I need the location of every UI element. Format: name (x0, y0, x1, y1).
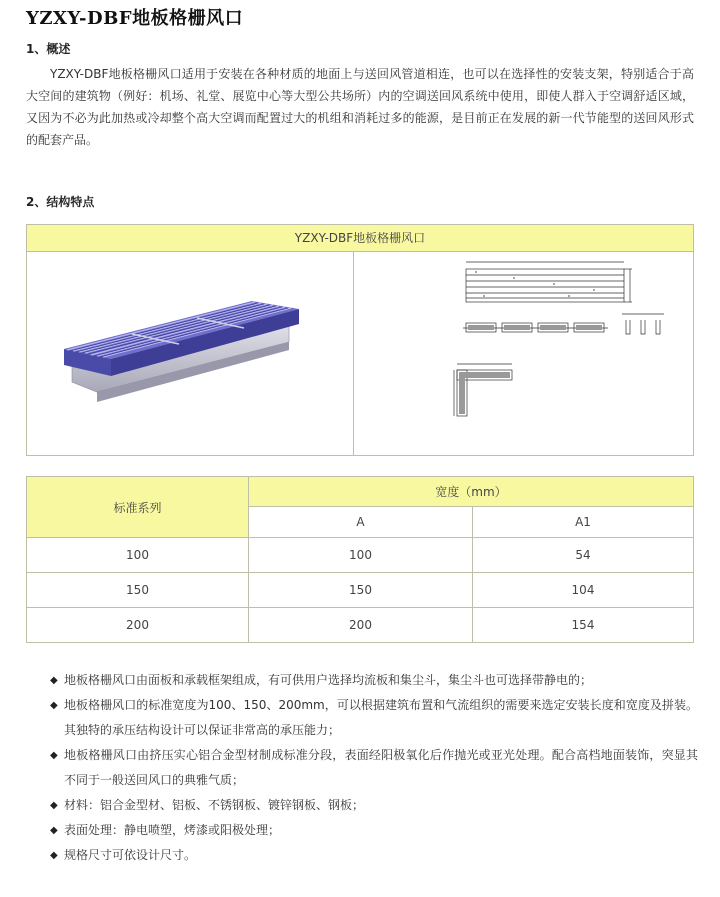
diamond-bullet-icon: ◆ (50, 750, 58, 761)
table-cell-a1: 54 (473, 538, 694, 573)
list-item: ◆ 规格尺寸可依设计尺寸。 (50, 843, 698, 868)
table-cell-a1: 154 (473, 608, 694, 643)
table-cell-series: 100 (27, 538, 249, 573)
table-cell-a: 150 (249, 573, 473, 608)
table-cell-series: 200 (27, 608, 249, 643)
diamond-bullet-icon: ◆ (50, 675, 58, 686)
table-cell-a: 100 (249, 538, 473, 573)
list-item: ◆ 表面处理：静电喷塑，烤漆或阳极处理； (50, 818, 698, 843)
table-row (27, 538, 694, 573)
technical-drawing (354, 252, 693, 455)
section-structure-heading: 2、结构特点 (26, 195, 95, 209)
structure-box-title: YZXY-DBF地板格栅风口 (27, 225, 693, 252)
list-item: ◆ 地板格栅风口的标准宽度为100、150、200mm，可以根据建筑布置和气流组织的需要来选定安装长度和宽度及拼装。其独特的承压结构设计可以保证非常高的承压能力； (50, 693, 698, 743)
spec-table (26, 476, 694, 643)
table-cell-series: 150 (27, 573, 249, 608)
feature-list (50, 668, 698, 868)
section-overview-heading: 1、概述 (26, 42, 71, 56)
table-subheader-a: A (249, 507, 473, 538)
diamond-bullet-icon: ◆ (50, 700, 58, 711)
product-photo (27, 252, 353, 455)
table-row (27, 608, 694, 643)
structure-box (26, 224, 694, 456)
table-cell-a1: 104 (473, 573, 694, 608)
table-row (27, 573, 694, 608)
table-header-width: 宽度（mm） (249, 477, 694, 507)
list-item: ◆ 地板格栅风口由面板和承载框架组成，有可供用户选择均流板和集尘斗，集尘斗也可选择带静电的； (50, 668, 698, 693)
diamond-bullet-icon: ◆ (50, 825, 58, 836)
table-subheader-a1: A1 (473, 507, 694, 538)
table-cell-a: 200 (249, 608, 473, 643)
diamond-bullet-icon: ◆ (50, 800, 58, 811)
table-header-series: 标准系列 (27, 477, 249, 538)
document-title: YZXY-DBF地板格栅风口 (26, 8, 244, 29)
list-item: ◆ 材料：铝合金型材、铝板、不锈钢板、镀锌钢板、钢板； (50, 793, 698, 818)
overview-paragraph: YZXY-DBF地板格栅风口适用于安装在各种材质的地面上与送回风管道相连，也可以在选择性的安装支架，特别适合于高大空间的建筑物（例好：机场、礼堂、展览中心等大型公共场所）内的空调送回风系统中使用，即使人群入于空调舒适区域，又因为不必为此加热或冷却整个高大空调而配置过大的机组和消耗过多的能源，是目前正在发展的新一代节能型的送回风形式的配套产品。 (26, 67, 694, 147)
grille-photo-icon (27, 252, 353, 455)
diamond-bullet-icon: ◆ (50, 850, 58, 861)
schematic-drawing-icon (354, 252, 693, 455)
list-item: ◆ 地板格栅风口由挤压实心铝合金型材制成标准分段，表面经阳极氧化后作抛光或亚光处理。配合高档地面装饰，突显其不同于一般送回风口的典雅气质； (50, 743, 698, 793)
